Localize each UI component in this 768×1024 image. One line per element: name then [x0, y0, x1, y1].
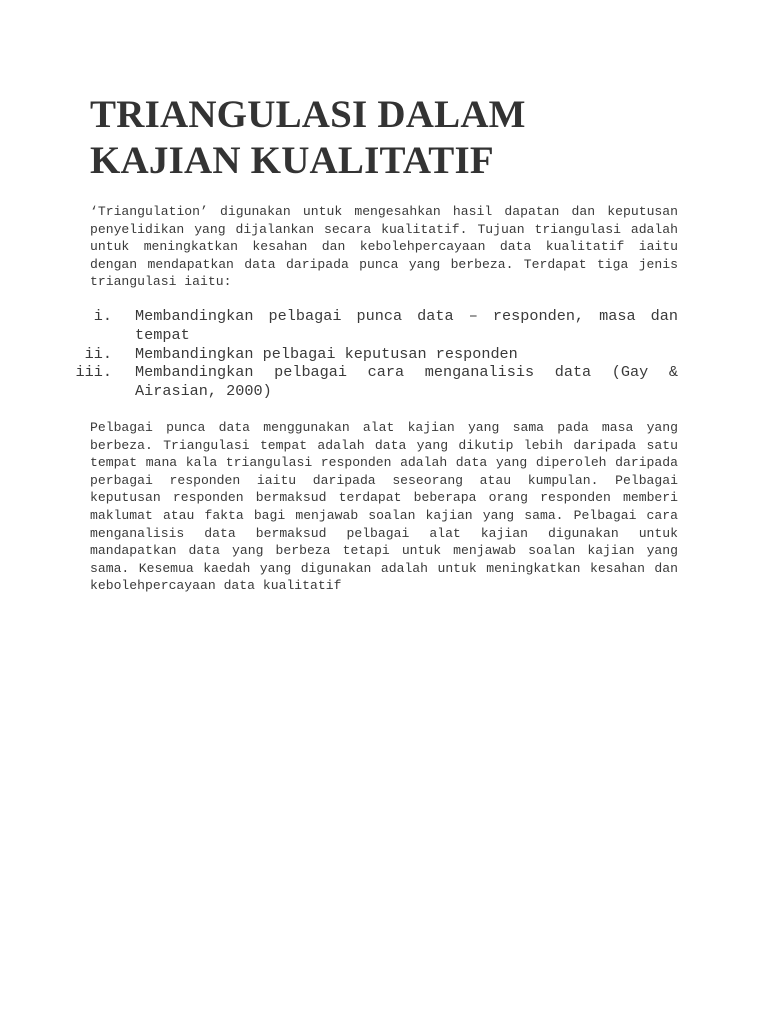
document-page	[75, 92, 678, 595]
list-number: i.	[93, 306, 112, 325]
list-item	[75, 363, 678, 401]
intro-paragraph: ‘Triangulation’ digunakan untuk mengesahkan hasil dapatan dan keputusan penyelidikan yang dijalankan secara kualitatif. Tujuan triangulasi adalah untuk meningkatkan kesahan dan kebolehpercayaan data kualitatif iaitu dengan mendapatkan data daripada punca yang berbeza. Terdapat tiga jenis triangulasi iaitu:	[90, 204, 678, 290]
title-line-2: KAJIAN KUALITATIF	[90, 139, 494, 182]
title-line-1: TRIANGULASI DALAM	[90, 93, 526, 136]
list-text: Membandingkan pelbagai punca data – responden, masa dan tempat	[135, 306, 678, 344]
body-paragraph: Pelbagai punca data menggunakan alat kajian yang sama pada masa yang berbeza. Triangulasi tempat adalah data yang dikutip lebih daripada satu tempat mana kala triangulasi responden adalah data yang diperoleh daripada perbagai responden iaitu daripada seseorang atau kumpulan. Pelbagai keputusan responden bermaksud terdapat beberapa orang responden memberi maklumat atau fakta bagi menjawab soalan kajian yang sama. Pelbagai cara menganalisis data bermaksud pelbagai alat kajian digunakan untuk mandapatkan data yang berbeza tetapi untuk menjawab soalan kajian yang sama. Kesemua kaedah yang digunakan adalah untuk meningkatkan kesahan dan kebolehpercayaan data kualitatif	[90, 419, 678, 594]
document-title	[90, 92, 678, 184]
list-text: Membandingkan pelbagai cara menganalisis data (Gay & Airasian, 2000)	[135, 363, 678, 401]
list-number: ii.	[84, 344, 112, 363]
list-text: Membandingkan pelbagai keputusan responden	[135, 344, 518, 363]
list-number: iii.	[75, 363, 112, 382]
list-item	[90, 307, 678, 345]
list-item	[84, 344, 678, 364]
triangulation-list	[75, 306, 678, 401]
